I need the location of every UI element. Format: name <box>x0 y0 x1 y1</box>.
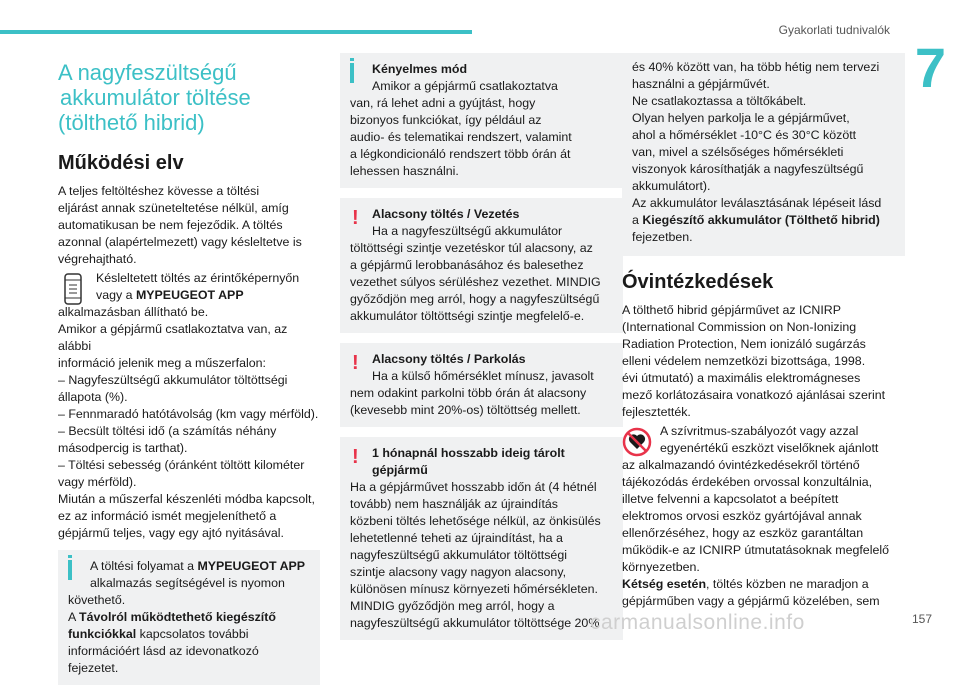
warning-box-storage-continued: és 40% között van, ha több hétig nem tervezi használni a gépjárművét. Ne csatlakoztassa a töltőkábelt. Olyan helyen parkolja le a gépjárművet, ahol a hőmérséklet -10°C és 30°C között van, mivel a szélsőséges hőmérsékleti viszonyok károsíthatják a nagyfeszültségű akkumulátort). Az akkumulátor leválasztásának lépéseit lásd a Kiegészítő akkumulátor (Tölthető hibrid) fejezetben. <box>622 53 905 256</box>
precautions-heading: Óvintézkedések <box>622 271 774 293</box>
column-2 <box>340 53 623 650</box>
dashboard-info-list: – Nagyfeszültségű akkumulátor töltöttségi állapota (%). – Fennmaradó hatótávolság (km vagy mérföld). – Becsült töltési idő (a számítás néhány másodpercig is tarthat). – Töltési sebesség (óránként töltött kilométer vagy mérföld). <box>58 373 319 489</box>
warning-icon: ! <box>352 207 359 229</box>
pacemaker-note: A szívritmus-szabályozót vagy azzal egyenértékű eszközt viselőknek ajánlott <box>622 423 905 457</box>
section-title: A nagyfeszültségű akkumulátor töltése (tölthető hibrid) <box>58 60 251 135</box>
pacemaker-prohibited-icon <box>622 425 652 459</box>
column-1: A nagyfeszültségű akkumulátor töltése (tölthető hibrid) Működési elv A teljes feltöltéshez kövesse a töltési eljárást annak szüneteltetése nélkül, amíg automatikusan be nem fejeződik. A töltés azonnal (alapértelmezett) vagy késleltetve is végrehajtható. Késleltetett töltés az érintőképernyőn vagy a MYPEUGEOT APP alkalmazásban állítható be. Amikor a gépjármű csatlakoztatva van, az alábbi információ jelenik meg a műszerfalon: – Nagyfeszültségű akkumulátor töltöttségi állapota (%). – Fennmaradó hatótávolság (km vagy mérföld). – Becsült töltési idő (a számítás néhány másodpercig is tarthat). – Töltési sebesség (óránként töltött kilométer vagy mérföld). Miután a műszerfal készenléti módba kapcsolt, ez az információ ismét megjeleníthető a gépjármű teljes, vagy egy ajtó nyitásával. A töltési folyamat a MYPEUGEOT APP alkalmazás segítségével is nyomon követhető. A Távolról működtethető kiegészítő funkciókkal kapcsolatos további információért lásd az idevonatkozó fejezetet. <box>58 60 320 695</box>
watermark: carmanualsonline.info <box>590 611 805 634</box>
warning-icon: ! <box>352 446 359 468</box>
smartphone-icon <box>58 272 88 306</box>
subsection-heading: Működési elv <box>58 152 184 174</box>
info-box-comfort-mode: Kényelmes mód Amikor a gépjármű csatlakoztatva van, rá lehet adni a gyújtást, hogy bizonyos funkciókat, így például az audio- és telematikai rendszert, valamint a légkondicionáló rendszert több órán át lehessen használni. <box>340 53 623 188</box>
app-note: Késleltetett töltés az érintőképernyőn vagy a MYPEUGEOT APP <box>58 270 320 304</box>
precautions-paragraph: A tölthető hibrid gépjárművet az ICNIRP (International Commission on Non-Ionizing Radiation Protection, Nem ionizáló sugárzás elleni védelem nemzetközi bizottsága, 1998. évi útmutató) a maximális elektromágneses mező korlátozásaira vonatkozó ajánlásai szerint fejlesztették. <box>622 303 886 419</box>
warning-icon: ! <box>352 352 359 374</box>
chapter-number: 7 <box>914 36 946 99</box>
intro-paragraph: A teljes feltöltéshez kövesse a töltési eljárást annak szüneteltetése nélkül, amíg automatikusan be nem fejeződik. A töltés azonnal (alapértelmezett) vagy késleltetve is végrehajtható. <box>58 184 302 266</box>
warning-box-storage: ! 1 hónapnál hosszabb ideig tárolt gépjármű Ha a gépjárművet hosszabb időn át (4 hétnél tovább) nem használják az újraindítás közbeni töltés lehetősége nélkül, az önkisülés lehetetlenné teheti az újraindítást, ha a nagyfeszültségű akkumulátor töltöttségi szintje alacsony vagy nagyon alacsony, különösen mínusz környezeti hőmérsékleten. MINDIG győződjön meg arról, hogy a nagyfeszültségű akkumulátor töltöttsége 20% <box>340 437 623 640</box>
column-3: és 40% között van, ha több hétig nem tervezi használni a gépjárművét. Ne csatlakoztassa a töltőkábelt. Olyan helyen parkolja le a gépjárművet, ahol a hőmérséklet -10°C és 30°C között van, mivel a szélsőséges hőmérsékleti viszonyok károsíthatják a nagyfeszültségű akkumulátort). Az akkumulátor leválasztásának lépéseit lásd a Kiegészítő akkumulátor (Tölthető hibrid) fejezetben. Óvintézkedések A tölthető hibrid gépjárművet az ICNIRP (International Commission on Non-Ionizing Radiation Protection, Nem ionizáló sugárzás elleni védelem nemzetközi bizottsága, 1998. évi útmutató) a maximális elektromágneses mező korlátozásaira vonatkozó ajánlásai szerint fejlesztették. A szívritmus-szabályozót vagy azzal egyenértékű eszközt viselőknek ajánlott az alkalmazandó óvintézkedésekről történő tájékozódás érdekében orvossal konzultálnia, illetve felvenni a kapcsolatot a beépített elektromos orvosi eszköz gyártójával annak ellenőrzéséhez, hogy az eszköz garantáltan működik-e az ICNIRP útmutatásoknak megfelelő környezetben. Kétség esetén, töltés közben ne maradjon a gépjárműben vagy a gépjármű közelében, sem <box>622 53 905 610</box>
info-box-app: A töltési folyamat a MYPEUGEOT APP alkalmazás segítségével is nyomon követhető. A Távolról működtethető kiegészítő funkciókkal kapcsolatos további információért lásd az idevonatkozó fejezetet. <box>58 550 320 685</box>
warning-box-parking: ! Alacsony töltés / Parkolás Ha a külső hőmérséklet mínusz, javasolt nem odakint parkolni több órán át alacsony (kevesebb mint 20%-os) töltöttség mellett. <box>340 343 623 427</box>
header-accent-bar <box>0 30 472 34</box>
page-number: 157 <box>911 612 932 626</box>
warning-box-driving: ! Alacsony töltés / Vezetés Ha a nagyfeszültségű akkumulátor töltöttségi szintje vezetéskor túl alacsony, az a gépjármű lerobbanásához és balesethez vezethet súlyos sérüléshez vezethet. MINDIG győződjön meg arról, hogy a nagyfeszültségű akkumulátor töltöttségi szintje megfelelő-e. <box>340 198 623 333</box>
running-head: Gyakorlati tudnivalók <box>778 23 890 37</box>
